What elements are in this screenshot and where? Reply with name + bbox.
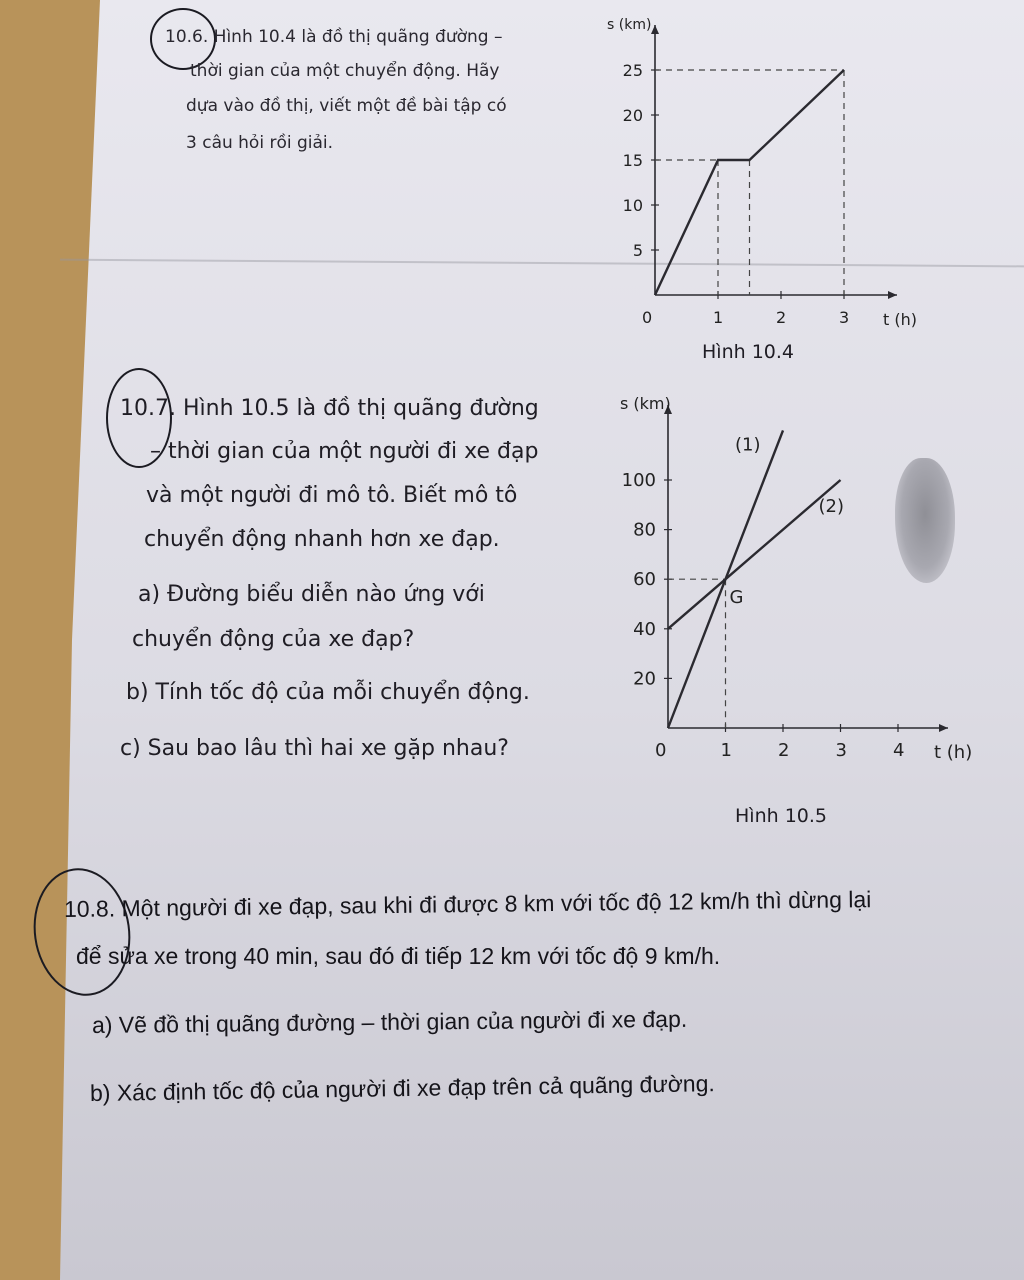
fig2-x-tick-label: 3 [835,740,847,761]
fig2-y-tick-label: 20 [633,668,656,690]
fig2-x-tick-label: 2 [778,740,790,761]
p106-line-1: 10.6. Hình 10.4 là đồ thị quãng đường – [165,27,503,47]
p106-line-3: dựa vào đồ thị, viết một đề bài tập có [186,96,507,116]
fig1-y-tick-label: 15 [622,151,643,170]
fig1-y-tick-label: 20 [622,106,643,125]
p108-question-a: a) Vẽ đồ thị quãng đường – thời gian của người đi xe đạp. [91,1005,688,1038]
fig1-y-tick-label: 10 [622,196,643,215]
fig2-y-tick-label: 100 [621,470,656,491]
fig1-y-label: s (km) [607,17,652,33]
fig2-y-tick-label: 60 [633,569,656,591]
fig1-x-tick-label: 2 [776,308,787,327]
p107-question-c: c) Sau bao lâu thì hai xe gặp nhau? [120,736,509,761]
fig2-x-label: t (h) [934,742,973,763]
fig2-point-label-g: G [729,587,744,609]
fig2-series-label-2: (2) [818,496,844,517]
p107-question-a: a) Đường biểu diễn nào ứng với [138,582,485,607]
p107-question-b: b) Tính tốc độ của mỗi chuyển động. [126,680,530,705]
p107-line-4: chuyển động nhanh hơn xe đạp. [144,527,500,552]
fig2-y-tick-label: 40 [633,618,656,640]
figure-10-5-caption: Hình 10.5 [735,805,827,827]
fig1-x-tick-label: 1 [713,308,724,327]
fig2-x-tick-label: 1 [720,740,732,761]
p107-line-1: 10.7. Hình 10.5 là đồ thị quãng đường [120,396,539,421]
p106-line-4: 3 câu hỏi rồi giải. [186,133,334,153]
p108-line-2: để sửa xe trong 40 min, sau đó đi tiếp 12 km với tốc độ 9 km/h. [76,943,721,969]
p108-question-b: b) Xác định tốc độ của người đi xe đạp trên cả quãng đường. [89,1070,715,1106]
fig2-x-tick-label: 4 [893,740,905,761]
fig2-x-arrow [939,724,948,732]
p107-question-a-cont: chuyển động của xe đạp? [132,627,415,652]
p108-line-1: 10.8. Một người đi xe đạp, sau khi đi được 8 km với tốc độ 12 km/h thì dừng lại [63,886,872,922]
fig1-y-tick-label: 25 [622,61,643,80]
fig2-y-label: s (km) [620,394,671,413]
fig1-x-tick-label: 3 [839,308,850,327]
fig2-y-tick-label: 80 [633,519,656,541]
fig2-series-label-1: (1) [735,434,761,456]
fig1-x-label: t (h) [883,310,917,329]
p106-line-2: thời gian của một chuyển động. Hãy [190,61,500,81]
p107-line-2: – thời gian của một người đi xe đạp [150,439,539,464]
fig2-x-tick-label: 0 [655,740,667,761]
p107-line-3: và một người đi mô tô. Biết mô tô [146,483,518,508]
fig1-y-tick-label: 5 [632,241,643,260]
figure-10-4-caption: Hình 10.4 [702,341,794,363]
fig1-x-tick-label: 0 [642,308,653,327]
